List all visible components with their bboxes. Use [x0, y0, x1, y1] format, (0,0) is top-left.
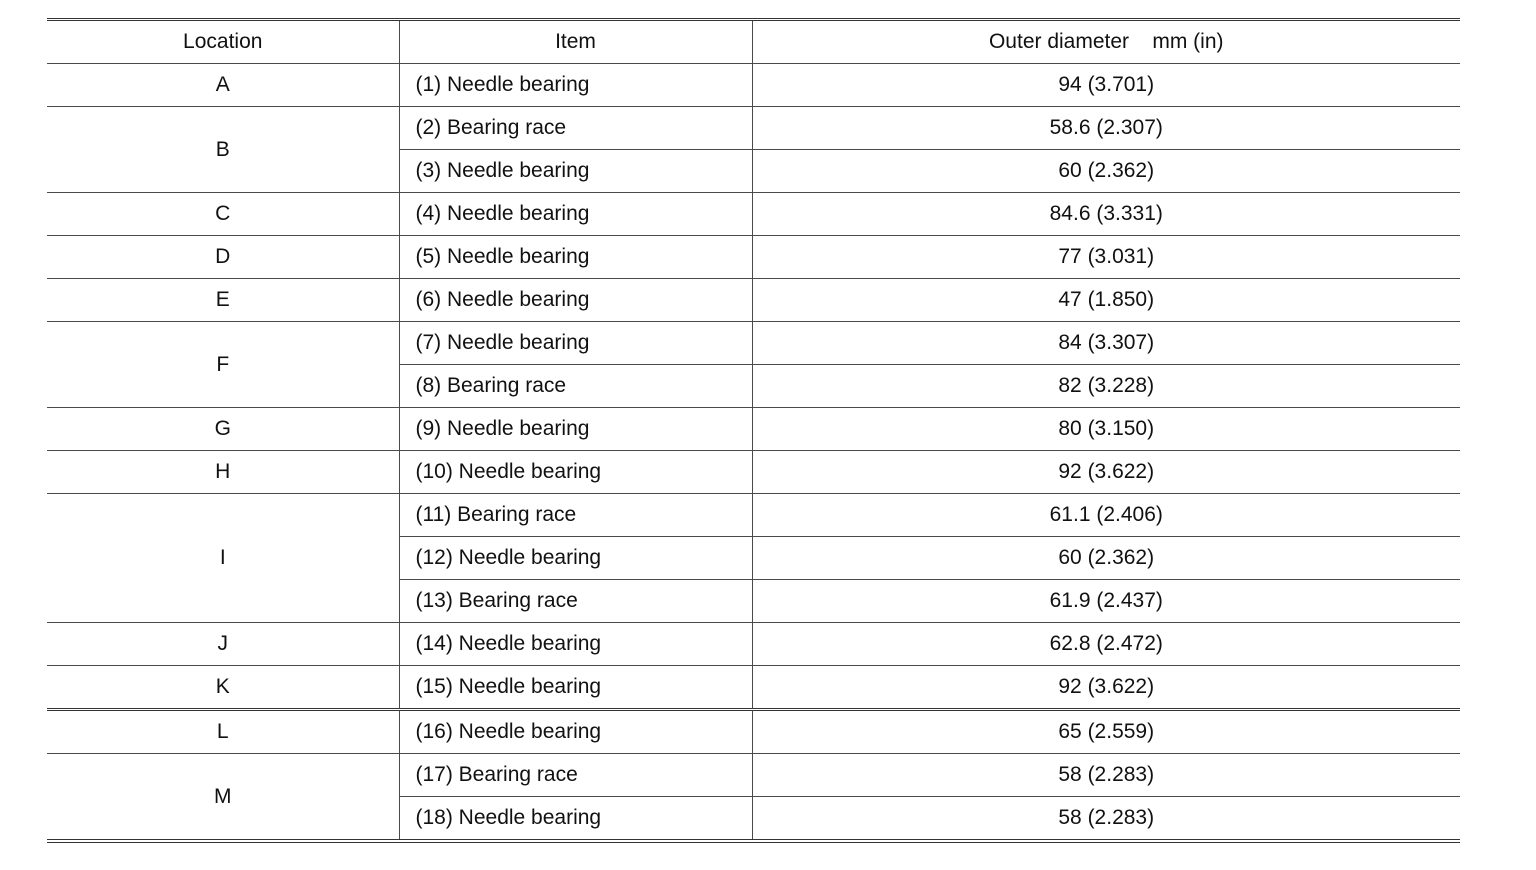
location-cell: I — [47, 494, 399, 623]
table-row — [47, 236, 1460, 279]
outer-diameter-cell: 77 (3.031) — [752, 236, 1460, 279]
outer-diameter-cell: 62.8 (2.472) — [752, 623, 1460, 666]
table-header — [47, 20, 1460, 64]
outer-diameter-cell: 60 (2.362) — [752, 537, 1460, 580]
table-row — [47, 494, 1460, 537]
item-cell: (10) Needle bearing — [399, 451, 752, 494]
header-item: Item — [399, 20, 752, 64]
item-cell: (6) Needle bearing — [399, 279, 752, 322]
location-cell: C — [47, 193, 399, 236]
table-row — [47, 408, 1460, 451]
item-cell: (12) Needle bearing — [399, 537, 752, 580]
item-cell: (14) Needle bearing — [399, 623, 752, 666]
header-outer-diameter: Outer diameter mm (in) — [752, 20, 1460, 64]
table-row — [47, 754, 1460, 797]
outer-diameter-cell: 61.1 (2.406) — [752, 494, 1460, 537]
location-cell: D — [47, 236, 399, 279]
item-cell: (11) Bearing race — [399, 494, 752, 537]
outer-diameter-cell: 84 (3.307) — [752, 322, 1460, 365]
outer-diameter-cell: 58 (2.283) — [752, 797, 1460, 842]
location-cell: L — [47, 710, 399, 754]
table-body — [47, 64, 1460, 842]
outer-diameter-cell: 84.6 (3.331) — [752, 193, 1460, 236]
outer-diameter-cell: 65 (2.559) — [752, 710, 1460, 754]
item-cell: (9) Needle bearing — [399, 408, 752, 451]
outer-diameter-cell: 92 (3.622) — [752, 666, 1460, 710]
outer-diameter-cell: 82 (3.228) — [752, 365, 1460, 408]
location-cell: J — [47, 623, 399, 666]
table-row — [47, 64, 1460, 107]
table-row — [47, 451, 1460, 494]
item-cell: (16) Needle bearing — [399, 710, 752, 754]
table-row — [47, 107, 1460, 150]
outer-diameter-cell: 58.6 (2.307) — [752, 107, 1460, 150]
item-cell: (13) Bearing race — [399, 580, 752, 623]
location-cell: H — [47, 451, 399, 494]
outer-diameter-cell: 92 (3.622) — [752, 451, 1460, 494]
outer-diameter-cell: 47 (1.850) — [752, 279, 1460, 322]
location-cell: B — [47, 107, 399, 193]
header-row — [47, 20, 1460, 64]
item-cell: (5) Needle bearing — [399, 236, 752, 279]
outer-diameter-cell: 61.9 (2.437) — [752, 580, 1460, 623]
item-cell: (17) Bearing race — [399, 754, 752, 797]
item-cell: (7) Needle bearing — [399, 322, 752, 365]
item-cell: (8) Bearing race — [399, 365, 752, 408]
table-row — [47, 193, 1460, 236]
item-cell: (18) Needle bearing — [399, 797, 752, 842]
location-cell: M — [47, 754, 399, 842]
outer-diameter-spec-table — [47, 18, 1460, 843]
table-row — [47, 666, 1460, 710]
outer-diameter-cell: 58 (2.283) — [752, 754, 1460, 797]
item-cell: (3) Needle bearing — [399, 150, 752, 193]
table-row — [47, 710, 1460, 754]
header-location: Location — [47, 20, 399, 64]
location-cell: K — [47, 666, 399, 710]
item-cell: (15) Needle bearing — [399, 666, 752, 710]
table-row — [47, 623, 1460, 666]
item-cell: (4) Needle bearing — [399, 193, 752, 236]
location-cell: E — [47, 279, 399, 322]
table-row — [47, 279, 1460, 322]
location-cell: F — [47, 322, 399, 408]
outer-diameter-cell: 60 (2.362) — [752, 150, 1460, 193]
item-cell: (1) Needle bearing — [399, 64, 752, 107]
outer-diameter-cell: 94 (3.701) — [752, 64, 1460, 107]
outer-diameter-cell: 80 (3.150) — [752, 408, 1460, 451]
item-cell: (2) Bearing race — [399, 107, 752, 150]
table-row — [47, 322, 1460, 365]
location-cell: A — [47, 64, 399, 107]
location-cell: G — [47, 408, 399, 451]
